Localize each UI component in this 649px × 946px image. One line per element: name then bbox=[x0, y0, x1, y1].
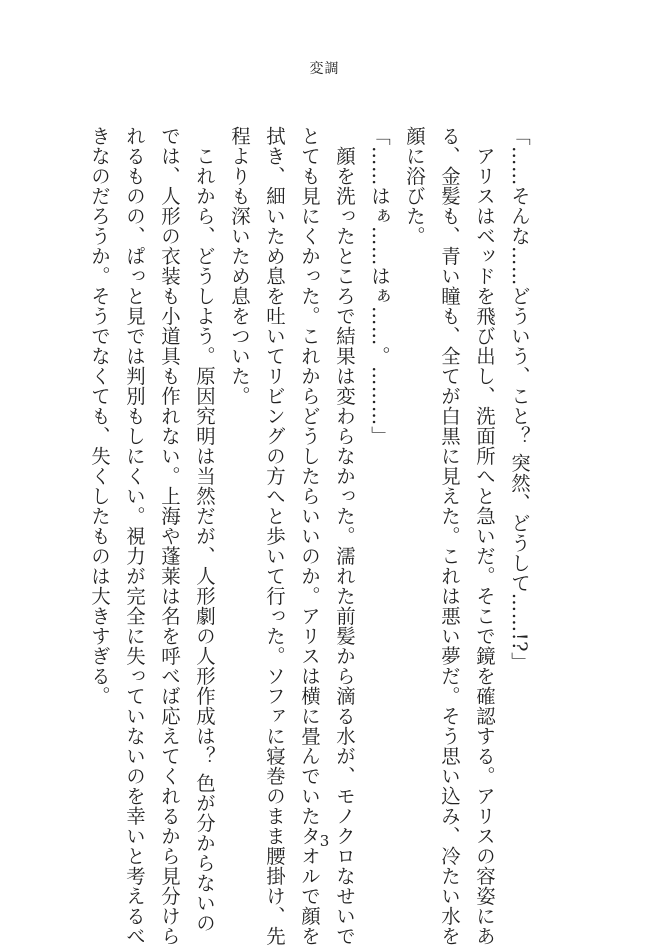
text-line: 拭き、細いため息を吐いてリビングの方へと歩いて行った。ソファに寝巻のまま腰掛け、先 bbox=[263, 126, 286, 946]
body-text bbox=[82, 126, 537, 946]
text-line: 顔に浴びた。 bbox=[403, 126, 426, 246]
running-title: 変調 bbox=[309, 61, 340, 77]
text-line: 「……そんな……どういう、こと？ 突然、どうして……!?」 bbox=[508, 126, 531, 673]
text-line: きなのだろうか。そうでなくても、失くしたものは大きすぎる。 bbox=[88, 126, 111, 706]
page-number: 3 bbox=[319, 832, 330, 850]
text-line: とても見にくかった。これからどうしたらいいのか。アリスは横に畳んでいたタオルで顔を bbox=[298, 126, 321, 946]
text-line: 「……はぁ……はぁ……。………」 bbox=[368, 126, 391, 446]
text-line: では、人形の衣装も小道具も作れない。上海や蓬莱は名を呼べば応えてくれるから見分けら bbox=[158, 126, 181, 946]
text-line: る、金髪も、青い瞳も、全てが白黒に見えた。これは悪い夢だ。そう思い込み、冷たい水を bbox=[438, 126, 461, 946]
text-line: アリスはベッドを飛び出し、洗面所へと急いだ。そこで鏡を確認する。アリスの容姿にあ bbox=[473, 126, 496, 946]
text-line: れるものの、ぱっと見では判別もしにくい。視力が完全に失っていないのを幸いと考えるべ bbox=[123, 126, 146, 946]
text-line: 顔を洗ったところで結果は変わらなかった。濡れた前髪から滴る水が、モノクロなせいで bbox=[333, 126, 356, 946]
text-line: これから、どうしよう。原因究明は当然だが、人形劇の人形作成は？ 色が分からないの bbox=[193, 126, 216, 933]
text-line: 程よりも深いため息をついた。 bbox=[228, 126, 251, 406]
